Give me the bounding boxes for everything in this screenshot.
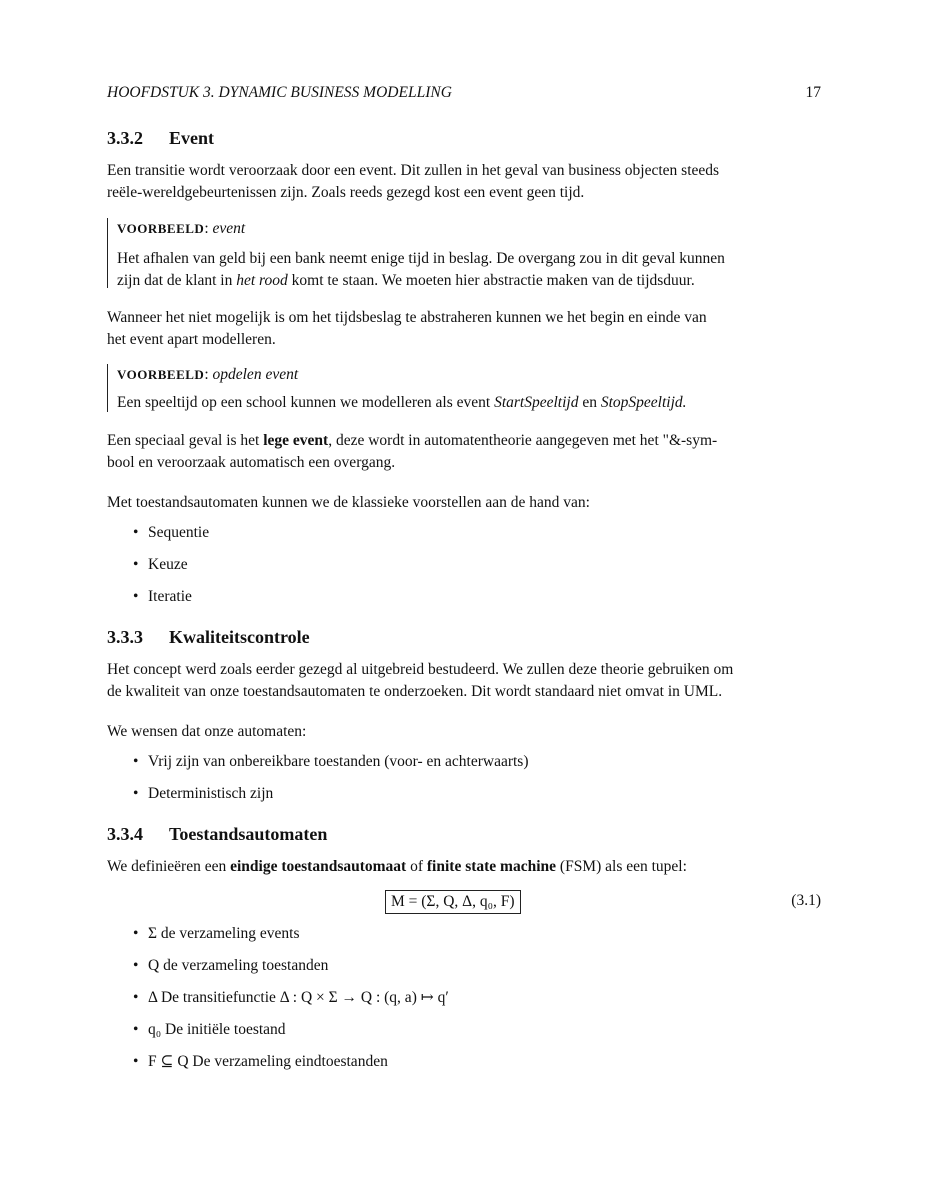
text-span: en xyxy=(578,394,601,411)
list-item xyxy=(133,751,529,783)
list-item xyxy=(133,522,209,554)
text-line: Het concept werd zoals eerder gezegd al uitgebreid bestudeerd. We zullen deze theorie gebruiken om xyxy=(107,661,734,678)
list-item-text: Vrij zijn van onbereikbare toestanden (voor- en achterwaarts) xyxy=(148,753,529,770)
section-number: 3.3.4 xyxy=(107,824,143,844)
bullet-list xyxy=(133,923,449,1083)
bullet-icon: • xyxy=(133,524,139,541)
example-topic: opdelen event xyxy=(212,366,299,383)
text-line xyxy=(117,270,831,292)
list-item xyxy=(133,1019,449,1051)
bullet-list xyxy=(133,522,209,618)
list-item xyxy=(133,987,449,1019)
text-span: zijn dat de klant in xyxy=(117,272,237,289)
example-keyword: VOORBEELD xyxy=(117,367,205,382)
bullet-icon: • xyxy=(133,588,139,605)
text-line: het event apart modelleren. xyxy=(107,331,276,348)
example-sep: : xyxy=(204,220,213,237)
bullet-icon: • xyxy=(133,957,139,974)
example-body xyxy=(117,248,831,292)
paragraph: Met toestandsautomaten kunnen we de klassieke voorstellen aan de hand van: xyxy=(107,494,590,511)
list-item xyxy=(133,586,209,618)
bullet-icon: • xyxy=(133,753,139,770)
bullet-icon: • xyxy=(133,1021,139,1038)
section-number: 3.3.3 xyxy=(107,627,143,647)
text-line: Het afhalen van geld bij een bank neemt enige tijd in beslag. De overgang zou in dit geval kunnen xyxy=(117,250,725,267)
text-span: , deze wordt in automatentheorie aangegeven met het "&-sym- xyxy=(328,432,718,449)
list-item xyxy=(133,554,209,586)
section-title: Toestandsautomaten xyxy=(169,824,328,844)
list-item-text: Q de verzameling toestanden xyxy=(148,957,329,974)
text-line: reële-wereldgebeurtenissen zijn. Zoals reeds gezegd kost een event geen tijd. xyxy=(107,184,585,201)
list-item-text: Σ de verzameling events xyxy=(148,925,300,942)
section-heading-3-3-2 xyxy=(107,128,214,149)
paragraph: We wensen dat onze automaten: xyxy=(107,723,307,740)
list-item-text: Iteratie xyxy=(148,588,192,605)
list-item-text: Sequentie xyxy=(148,524,210,541)
paragraph xyxy=(107,160,821,204)
list-item-text: F ⊆ Q De verzameling eindtoestanden xyxy=(148,1053,388,1070)
text-line: bool en veroorzaak automatisch een overgang. xyxy=(107,454,396,471)
section-heading-3-3-3 xyxy=(107,627,310,648)
emphasis: het rood xyxy=(236,272,288,289)
equation-number: (3.1) xyxy=(791,892,821,909)
emphasis: StartSpeeltijd xyxy=(494,394,579,411)
example-sep: : xyxy=(204,366,213,383)
list-item-text: q₀ De initiële toestand xyxy=(148,1021,286,1038)
list-item-text: Δ De transitiefunctie Δ : Q × Σ → Q : (q, a) ↦ q′ xyxy=(148,989,449,1006)
example-keyword: VOORBEELD xyxy=(117,221,205,236)
text-span: (FSM) als een tupel: xyxy=(556,858,687,875)
example-box xyxy=(107,218,831,288)
bullet-icon: • xyxy=(133,925,139,942)
chapter-title: HOOFDSTUK 3. DYNAMIC BUSINESS MODELLING xyxy=(107,84,452,101)
example-title xyxy=(117,364,831,386)
example-topic: event xyxy=(212,220,246,237)
list-item xyxy=(133,955,449,987)
bold-term: finite state machine xyxy=(426,858,557,875)
section-title: Kwaliteitscontrole xyxy=(169,627,310,647)
bullet-icon: • xyxy=(133,989,139,1006)
bullet-icon: • xyxy=(133,1053,139,1070)
paragraph xyxy=(107,307,821,351)
text-line: Wanneer het niet mogelijk is om het tijdsbeslag te abstraheren kunnen we het begin en einde van xyxy=(107,309,707,326)
paragraph xyxy=(107,430,821,474)
section-number: 3.3.2 xyxy=(107,128,143,148)
list-item xyxy=(133,783,529,815)
list-item xyxy=(133,1051,449,1083)
paragraph xyxy=(107,856,821,878)
example-body xyxy=(117,392,831,414)
list-item xyxy=(133,923,449,955)
paragraph xyxy=(107,659,821,703)
text-span: of xyxy=(406,858,427,875)
text-span: Een speciaal geval is het xyxy=(107,432,264,449)
bold-term: eindige toestandsautomaat xyxy=(230,858,407,875)
page-number: 17 xyxy=(805,84,821,101)
running-header xyxy=(107,84,821,102)
text-line xyxy=(107,430,821,452)
text-span: We definieëren een xyxy=(107,858,231,875)
text-span: Een speeltijd op een school kunnen we modelleren als event xyxy=(117,394,495,411)
example-title xyxy=(117,218,831,240)
list-item-text: Deterministisch zijn xyxy=(148,785,274,802)
emphasis: StopSpeeltijd. xyxy=(600,394,687,411)
bold-term: lege event xyxy=(263,432,329,449)
section-heading-3-3-4 xyxy=(107,824,327,845)
bullet-list xyxy=(133,751,529,815)
bullet-icon: • xyxy=(133,556,139,573)
bullet-icon: • xyxy=(133,785,139,802)
list-item-text: Keuze xyxy=(148,556,188,573)
section-title: Event xyxy=(169,128,214,148)
boxed-equation: M = (Σ, Q, Δ, q₀, F) xyxy=(385,890,521,914)
text-span: komt te staan. We moeten hier abstractie maken van de tijdsduur. xyxy=(287,272,695,289)
text-line: de kwaliteit van onze toestandsautomaten te onderzoeken. Dit wordt standaard niet omvat in UML. xyxy=(107,683,723,700)
text-line: Een transitie wordt veroorzaak door een event. Dit zullen in het geval van business objecten steeds xyxy=(107,162,720,179)
example-box xyxy=(107,364,831,412)
